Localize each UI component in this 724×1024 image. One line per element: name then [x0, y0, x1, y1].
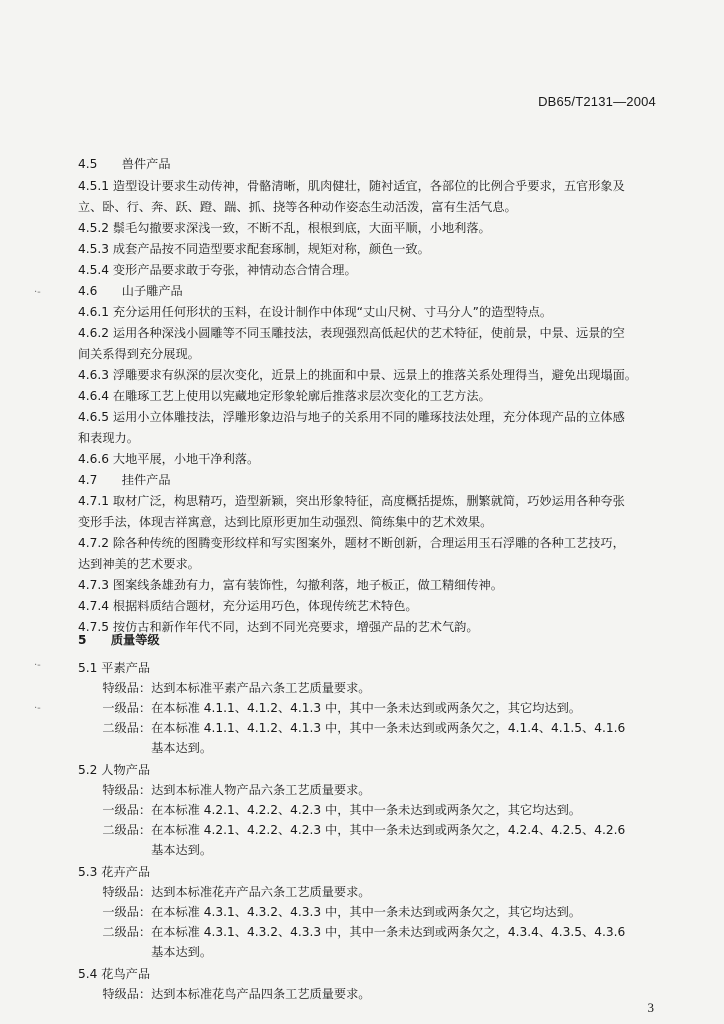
- text-line: 4.7.5 按仿古和新作年代不同，达到不同光亮要求，增强产品的艺术气韵。: [78, 620, 479, 634]
- text-line: 4.6 山子雕产品: [78, 284, 183, 298]
- scan-speck: ·-: [34, 660, 41, 671]
- scan-speck: ·-: [34, 287, 41, 298]
- text-line: 5.2 人物产品: [78, 763, 151, 777]
- text-line: 4.6.4 在雕琢工艺上使用以宪藏地定形象轮廓后推落求层次变化的工艺方法。: [78, 389, 491, 403]
- text-line: 特级品：达到本标准平素产品六条工艺质量要求。: [78, 681, 371, 695]
- text-line: 一级品：在本标准 4.2.1、4.2.2、4.2.3 中，其中一条未达到或两条欠之，其它均达到。: [78, 803, 581, 817]
- text-line: 二级品：在本标准 4.3.1、4.3.2、4.3.3 中，其中一条未达到或两条欠之，4.3.4、4.3.5、4.3.6: [78, 925, 626, 939]
- text-line: 二级品：在本标准 4.1.1、4.1.2、4.1.3 中，其中一条未达到或两条欠之，4.1.4、4.1.5、4.1.6: [78, 721, 626, 735]
- text-line: 一级品：在本标准 4.3.1、4.3.2、4.3.3 中，其中一条未达到或两条欠之，其它均达到。: [78, 905, 581, 919]
- text-line: 4.6.3 浮雕要求有纵深的层次变化，近景上的挑面和中景、远景上的推落关系处理得当，避免出现塌面。: [78, 368, 637, 382]
- text-line: 4.6.2 运用各种深浅小圆雕等不同玉雕技法，表现强烈高低起伏的艺术特征，使前景，中景、远景的空: [78, 326, 625, 340]
- text-line: 5.3 花卉产品: [78, 865, 151, 879]
- text-line: 4.5 兽件产品: [78, 157, 171, 171]
- text-line: 4.7 挂件产品: [78, 473, 171, 487]
- text-line: 4.7.4 根据料质结合题材，充分运用巧色，体现传统艺术特色。: [78, 599, 418, 613]
- text-line: 基本达到。: [78, 945, 213, 959]
- page-number: 3: [647, 1000, 654, 1015]
- text-line: 二级品：在本标准 4.2.1、4.2.2、4.2.3 中，其中一条未达到或两条欠之，4.2.4、4.2.5、4.2.6: [78, 823, 626, 837]
- text-line: 立、卧、行、奔、跃、蹬、踹、抓、挠等各种动作姿态生动活泼，富有生活气息。: [78, 200, 517, 214]
- text-line: 4.5.3 成套产品按不同造型要求配套琢制，规矩对称，颜色一致。: [78, 242, 430, 256]
- text-line: 4.5.1 造型设计要求生动传神，骨骼清晰，肌肉健壮，随衬适宜，各部位的比例合乎要求，五官形象及: [78, 179, 625, 193]
- text-line: 4.7.2 除各种传统的图腾变形纹样和写实图案外，题材不断创新，合理运用玉石浮雕的各种工艺技巧，: [78, 536, 625, 550]
- text-line: 4.6.1 充分运用任何形状的玉料，在设计制作中体现“丈山尺树、寸马分人”的造型特点。: [78, 305, 553, 319]
- text-line: 4.6.5 运用小立体雕技法，浮雕形象边沿与地子的关系用不同的雕琢技法处理，充分体现产品的立体感: [78, 410, 625, 424]
- text-line: 4.7.1 取材广泛，构思精巧，造型新颖，突出形象特征，高度概括提炼，删繁就简，巧妙运用各种夸张: [78, 494, 625, 508]
- section-heading: 5 质量等级: [78, 633, 160, 647]
- text-line: 特级品：达到本标准人物产品六条工艺质量要求。: [78, 783, 371, 797]
- document-code: DB65/T2131—2004: [538, 94, 656, 109]
- text-line: 特级品：达到本标准花卉产品六条工艺质量要求。: [78, 885, 371, 899]
- text-line: 基本达到。: [78, 843, 213, 857]
- text-line: 变形手法，体现吉祥寓意，达到比原形更加生动强烈、简练集中的艺术效果。: [78, 515, 493, 529]
- text-line: 特级品：达到本标准花鸟产品四条工艺质量要求。: [78, 987, 371, 1001]
- text-line: 达到神美的艺术要求。: [78, 557, 200, 571]
- text-line: 5.1 平素产品: [78, 661, 151, 675]
- scan-speck: ·-: [34, 703, 41, 714]
- text-line: 4.5.2 鬃毛勾撤要求深浅一致，不断不乱，根根到底，大面平顺，小地利落。: [78, 221, 491, 235]
- text-line: 4.6.6 大地平展，小地干净利落。: [78, 452, 260, 466]
- text-line: 间关系得到充分展现。: [78, 347, 200, 361]
- text-line: 和表现力。: [78, 431, 139, 445]
- text-line: 一级品：在本标准 4.1.1、4.1.2、4.1.3 中，其中一条未达到或两条欠之，其它均达到。: [78, 701, 581, 715]
- text-line: 4.5.4 变形产品要求敢于夸张，神情动态合情合理。: [78, 263, 357, 277]
- text-line: 基本达到。: [78, 741, 213, 755]
- text-line: 5.4 花鸟产品: [78, 967, 151, 981]
- text-line: 4.7.3 图案线条雄劲有力，富有装饰性，勾撤利落，地子板正，做工精细传神。: [78, 578, 503, 592]
